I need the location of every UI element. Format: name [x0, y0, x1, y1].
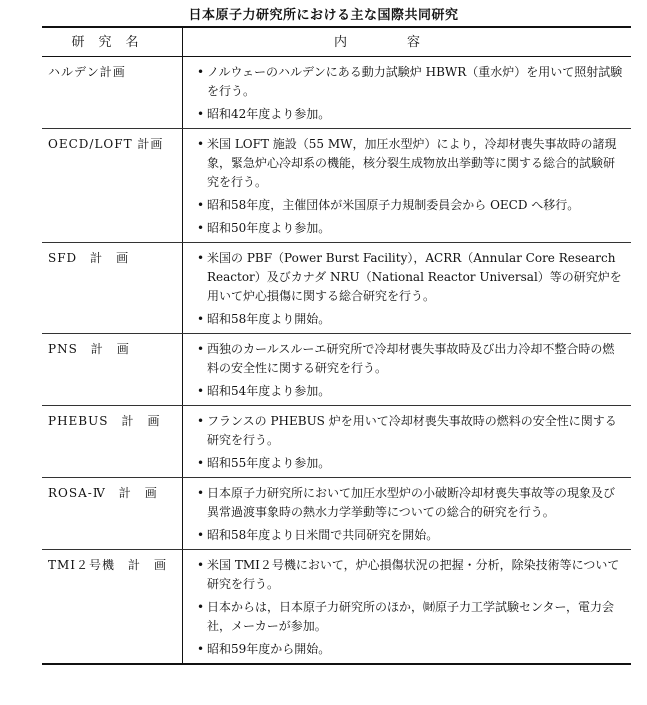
project-name: PNS 計 画: [42, 334, 183, 406]
list-item: • 米国 TMI２号機において，炉心損傷状況の把握・分析，除染技術等について研究を行う。: [197, 556, 623, 594]
table-row: [42, 57, 631, 129]
project-content: [183, 406, 632, 478]
list-item: • 昭和58年度，主催団体が米国原子力規制委員会から OECD へ移行。: [197, 196, 623, 215]
table-row: [42, 129, 631, 243]
project-name: OECD/LOFT 計画: [42, 129, 183, 243]
header-name: 研究名: [42, 27, 183, 57]
project-name: PHEBUS 計 画: [42, 406, 183, 478]
table-row: [42, 334, 631, 406]
table-title: 日本原子力研究所における主な国際共同研究: [188, 8, 459, 23]
project-content: [183, 243, 632, 334]
project-content: [183, 57, 632, 129]
project-content: [183, 550, 632, 665]
table-row: [42, 243, 631, 334]
project-content: [183, 478, 632, 550]
list-item: • 昭和50年度より参加。: [197, 219, 623, 238]
table-row: [42, 550, 631, 665]
list-item: • 昭和55年度より参加。: [197, 454, 623, 473]
project-content: [183, 334, 632, 406]
header-content: 内容: [183, 27, 632, 57]
project-name: SFD 計 画: [42, 243, 183, 334]
table-row: [42, 406, 631, 478]
list-item: • 日本原子力研究所において加圧水型炉の小破断冷却材喪失事故等の現象及び異常過渡事象時の熱水力学挙動等についての総合的研究を行う。: [197, 484, 623, 522]
list-item: • 昭和54年度より参加。: [197, 382, 623, 401]
list-item: • 米国の PBF（Power Burst Facility），ACRR（Annular Core Research Reactor）及びカナダ NRU（National Reactor Universal）等の研究炉を用いて炉心損傷に関する総合研究を行う。: [197, 249, 623, 306]
list-item: • ノルウェーのハルデンにある動力試験炉 HBWR（重水炉）を用いて照射試験を行う。: [197, 63, 623, 101]
list-item: • 昭和58年度より開始。: [197, 310, 623, 329]
project-content: [183, 129, 632, 243]
table-row: [42, 478, 631, 550]
list-item: • 昭和58年度より日米間で共同研究を開始。: [197, 526, 623, 545]
list-item: • 昭和59年度から開始。: [197, 640, 623, 659]
list-item: • 米国 LOFT 施設（55 MW，加圧水型炉）により，冷却材喪失事故時の諸現象，緊急炉心冷却系の機能，核分裂生成物放出挙動等に関する総合的試験研究を行う。: [197, 135, 623, 192]
list-item: • フランスの PHEBUS 炉を用いて冷却材喪失事故時の燃料の安全性に関する研究を行う。: [197, 412, 623, 450]
list-item: • 昭和42年度より参加。: [197, 105, 623, 124]
project-name: TMI２号機 計 画: [42, 550, 183, 665]
list-item: • 西独のカールスルーエ研究所で冷却材喪失事故時及び出力冷却不整合時の燃料の安全性に関する研究を行う。: [197, 340, 623, 378]
project-name: ハルデン計画: [42, 57, 183, 129]
header-row: [42, 27, 631, 57]
list-item: • 日本からは，日本原子力研究所のほか，㈶原子力工学試験センター，電力会社，メーカーが参加。: [197, 598, 623, 636]
research-table: [42, 26, 631, 665]
project-name: ROSA-Ⅳ 計 画: [42, 478, 183, 550]
